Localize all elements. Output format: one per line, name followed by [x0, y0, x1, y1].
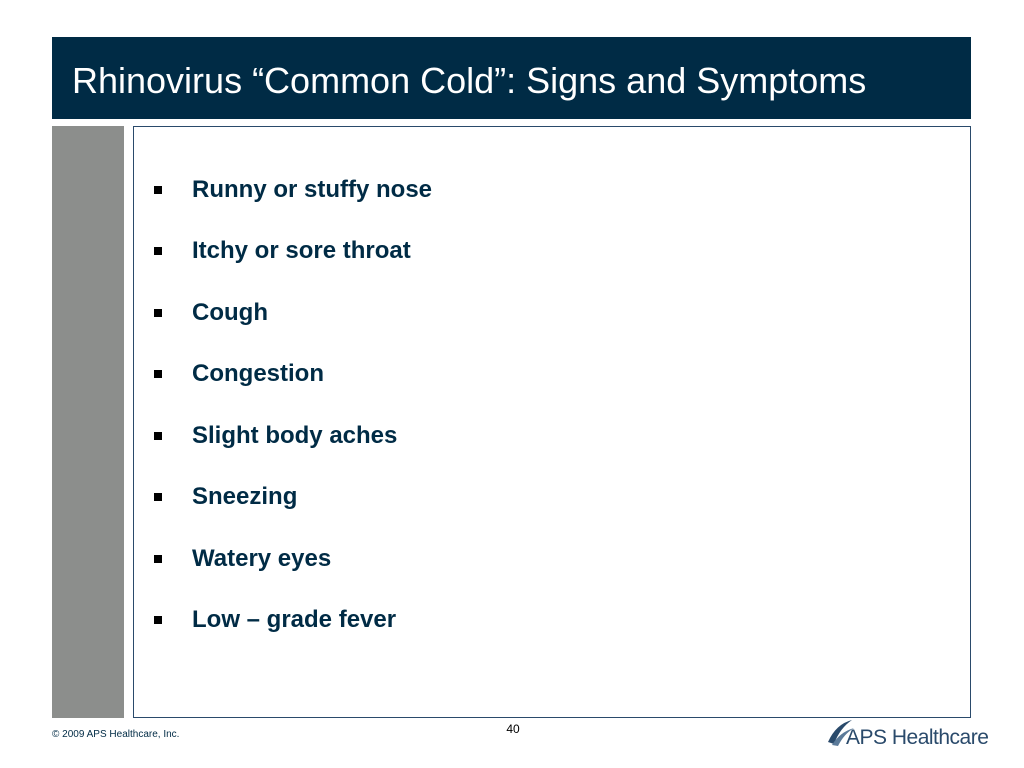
content-box [133, 126, 971, 718]
square-bullet-icon [154, 432, 162, 440]
square-bullet-icon [154, 370, 162, 378]
copyright-notice: © 2009 APS Healthcare, Inc. [52, 729, 180, 740]
square-bullet-icon [154, 309, 162, 317]
list-item [154, 344, 432, 406]
list-item [154, 159, 432, 221]
list-item [154, 221, 432, 283]
side-bar [52, 126, 124, 718]
logo-wordmark: APS Healthcare [846, 726, 989, 749]
square-bullet-icon [154, 186, 162, 194]
bullet-text: Congestion [192, 360, 324, 388]
square-bullet-icon [154, 493, 162, 501]
bullet-text: Cough [192, 298, 268, 326]
bullet-text: Runny or stuffy nose [192, 175, 433, 203]
list-item [154, 405, 432, 467]
bullet-text: Sneezing [192, 483, 298, 511]
bullet-text: Slight body aches [192, 421, 398, 449]
square-bullet-icon [154, 616, 162, 624]
bullet-list [154, 159, 432, 651]
title-bar [52, 37, 971, 119]
bullet-text: Watery eyes [192, 544, 332, 572]
list-item [154, 282, 432, 344]
square-bullet-icon [154, 555, 162, 563]
list-item [154, 590, 432, 652]
list-item [154, 528, 432, 590]
square-bullet-icon [154, 247, 162, 255]
slide-title: Rhinovirus “Common Cold”: Signs and Symptoms [72, 60, 867, 101]
page-number: 40 [506, 722, 520, 736]
list-item [154, 467, 432, 529]
bullet-text: Low – grade fever [192, 606, 397, 634]
company-logo [826, 718, 989, 752]
bullet-text: Itchy or sore throat [192, 237, 411, 265]
